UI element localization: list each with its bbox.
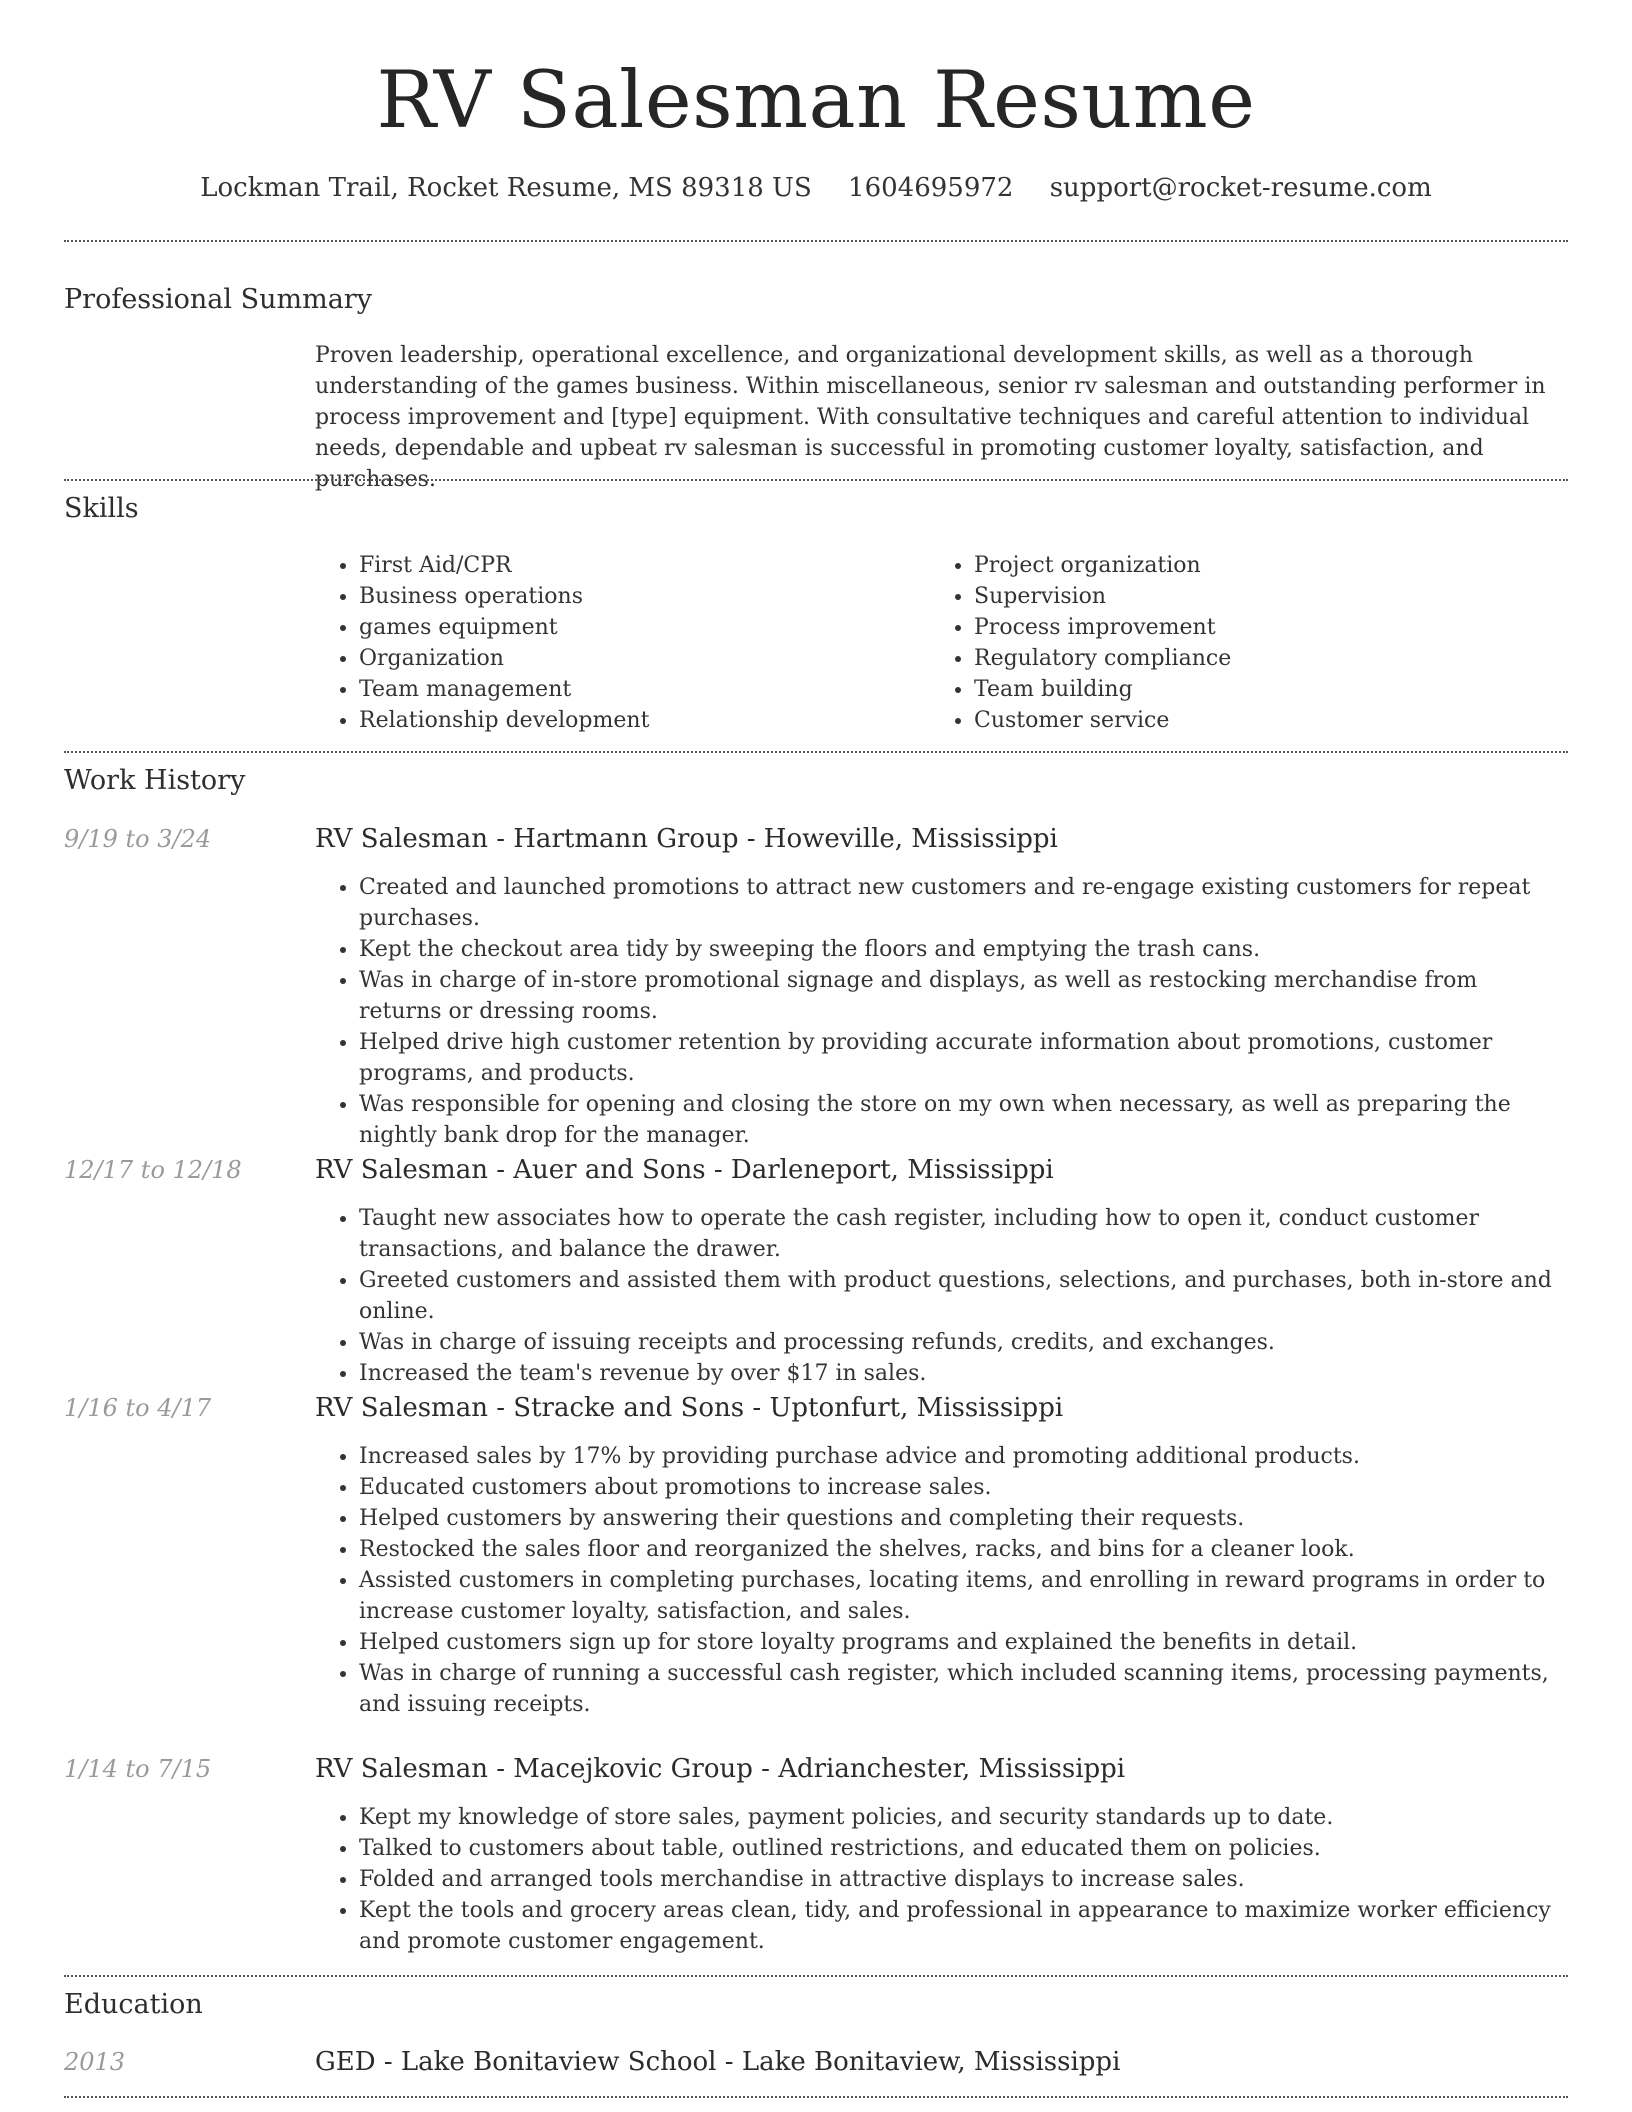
job-title: RV Salesman - Auer and Sons - Darleneport, Mississippi [315,1155,1054,1185]
job-dates: 1/14 to 7/15 [64,1755,212,1783]
education-year: 2013 [64,2048,126,2076]
contact-address: Lockman Trail, Rocket Resume, MS 89318 US [200,173,812,203]
job-dates: 9/19 to 3/24 [64,825,212,853]
skill-item: • Organization [359,643,875,674]
job-bullet: • Kept the checkout area tidy by sweeping the floors and emptying the trash cans. [359,934,1565,965]
job-bullet: • Created and launched promotions to attract new customers and re-engage existing customers for repeat purchases. [359,872,1565,934]
divider [64,2096,1568,2098]
job-bullets [315,1441,1565,1720]
job-title: RV Salesman - Hartmann Group - Howeville, Mississippi [315,824,1058,854]
job-bullet: • Restocked the sales floor and reorganized the shelves, racks, and bins for a cleaner look. [359,1534,1565,1565]
skill-item: • games equipment [359,612,875,643]
job-bullet: • Helped customers sign up for store loyalty programs and explained the benefits in detail. [359,1627,1565,1658]
job-bullets [315,1203,1565,1389]
education-heading: Education [64,1989,203,2020]
divider [64,751,1568,753]
job-bullets [315,1802,1565,1957]
job-bullet: • Increased the team's revenue by over $17 in sales. [359,1358,1565,1389]
job-bullet: • Educated customers about promotions to increase sales. [359,1472,1565,1503]
skill-item: • First Aid/CPR [359,550,875,581]
divider [64,240,1568,242]
skill-item: • Supervision [974,581,1490,612]
summary-heading: Professional Summary [64,284,372,315]
education-degree: GED - Lake Bonitaview School - Lake Bonitaview, Mississippi [315,2047,1121,2077]
work-heading: Work History [64,765,246,796]
job-bullet: • Greeted customers and assisted them with product questions, selections, and purchases, both in-store and online. [359,1265,1565,1327]
job-bullets [315,872,1565,1151]
skills-column-left [315,550,875,736]
resume-title: RV Salesman Resume [376,54,1256,146]
job-bullet: • Helped customers by answering their questions and completing their requests. [359,1503,1565,1534]
job-title: RV Salesman - Stracke and Sons - Uptonfurt, Mississippi [315,1393,1064,1423]
job-bullet: • Helped drive high customer retention by providing accurate information about promotions, customer programs, and products. [359,1027,1565,1089]
skill-item: • Team building [974,674,1490,705]
divider [64,479,1568,481]
job-bullet: • Talked to customers about table, outlined restrictions, and educated them on policies. [359,1833,1565,1864]
job-bullet: • Kept the tools and grocery areas clean, tidy, and professional in appearance to maximize worker efficiency and promote customer engagement. [359,1895,1565,1957]
job-bullet: • Was responsible for opening and closing the store on my own when necessary, as well as preparing the nightly bank drop for the manager. [359,1089,1565,1151]
job-bullet: • Taught new associates how to operate the cash register, including how to open it, conduct customer transactions, and balance the drawer. [359,1203,1565,1265]
job-bullet: • Kept my knowledge of store sales, payment policies, and security standards up to date. [359,1802,1565,1833]
skills-heading: Skills [64,493,139,524]
skill-item: • Project organization [974,550,1490,581]
job-bullet: • Was in charge of running a successful cash register, which included scanning items, processing payments, and issuing receipts. [359,1658,1565,1720]
contact-email: support@rocket-resume.com [1049,173,1432,203]
skill-item: • Process improvement [974,612,1490,643]
job-bullet: • Increased sales by 17% by providing purchase advice and promoting additional products. [359,1441,1565,1472]
skill-item: • Regulatory compliance [974,643,1490,674]
skill-item: • Relationship development [359,705,875,736]
job-dates: 1/16 to 4/17 [64,1394,212,1422]
skill-item: • Business operations [359,581,875,612]
skill-item: • Team management [359,674,875,705]
job-dates: 12/17 to 12/18 [64,1156,242,1184]
job-bullet: • Assisted customers in completing purchases, locating items, and enrolling in reward programs in order to increase customer loyalty, satisfaction, and sales. [359,1565,1565,1627]
job-bullet: • Was in charge of issuing receipts and processing refunds, credits, and exchanges. [359,1327,1565,1358]
job-bullet: • Folded and arranged tools merchandise in attractive displays to increase sales. [359,1864,1565,1895]
job-title: RV Salesman - Macejkovic Group - Adrianchester, Mississippi [315,1754,1126,1784]
contact-line [0,170,1632,206]
contact-phone: 1604695972 [848,173,1014,203]
job-bullet: • Was in charge of in-store promotional signage and displays, as well as restocking merchandise from returns or dressing rooms. [359,965,1565,1027]
summary-text: Proven leadership, operational excellence, and organizational development skills, as well as a thorough understanding of the games business. Within miscellaneous, senior rv salesman and outstanding performer in process improvement and [type] equipment. With consultative techniques and careful attention to individual needs, dependable and upbeat rv salesman is successful in promoting customer loyalty, satisfaction, and purchases. [315,343,1546,492]
skills-column-right [930,550,1490,736]
skill-item: • Customer service [974,705,1490,736]
divider [64,1975,1568,1977]
